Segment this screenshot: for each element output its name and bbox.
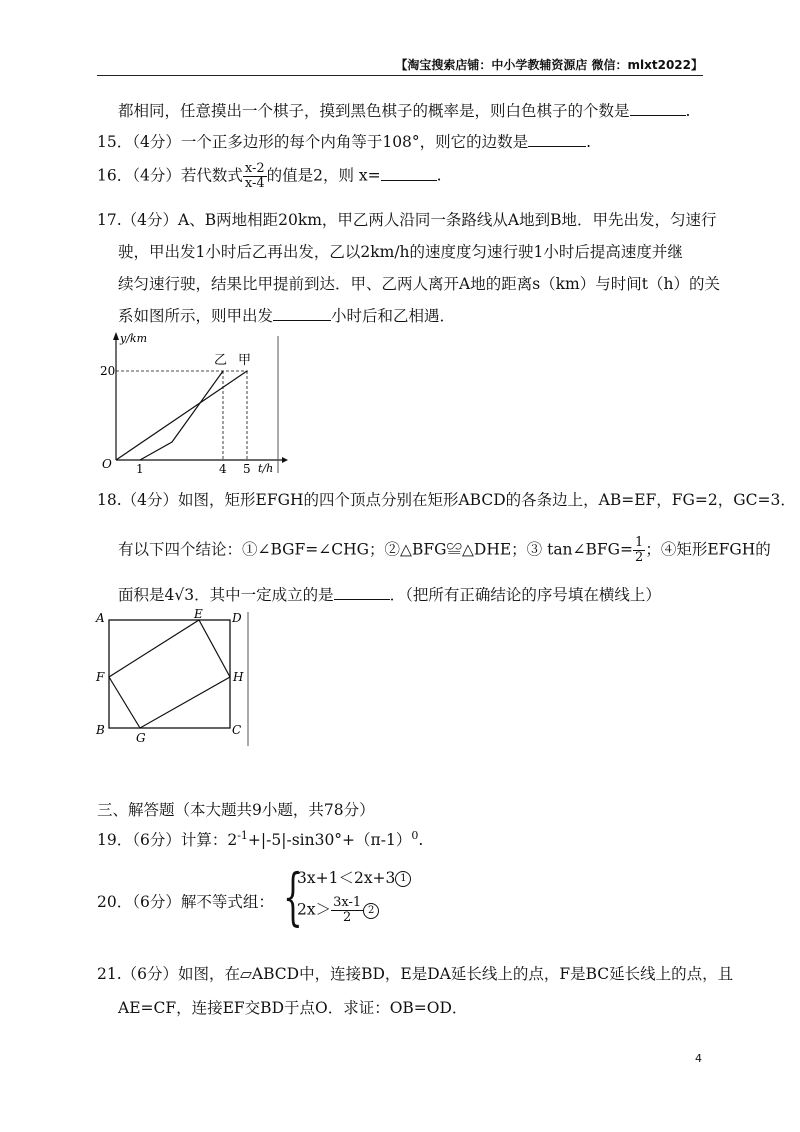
q17-line1: 17.（4分）A、B两地相距20km，甲乙两人沿同一条路线从A地到B地．甲先出发，匀速行 [97, 211, 717, 229]
q18-sqrt: √3 [174, 586, 195, 604]
label-yi: 乙 [214, 353, 228, 368]
x-axis-label: t/h [258, 462, 274, 475]
label-H: H [233, 670, 244, 684]
q14-tail [118, 99, 690, 121]
label-D: D [232, 611, 242, 625]
q18-line3c: ．（把所有正确结论的序号填在横线上） [389, 586, 661, 604]
q18-fraction [633, 536, 645, 565]
q18-line2b: ；④矩形EFGH的 [645, 540, 771, 559]
header-text: 【淘宝搜索店铺：中小学教辅资源店 微信：mlxt2022】 [395, 58, 703, 72]
y-axis-arrow [113, 332, 119, 340]
q19-b: +|-5|-sin30°+（π-1） [247, 831, 412, 849]
origin-label: O [102, 457, 112, 471]
q20-circle1: 1 [395, 871, 411, 887]
q14-text: 都相同，任意摸出一个棋子，摸到黑色棋子的概率是，则白色棋子的个数是 [118, 102, 630, 120]
q19-a: 19．（6分）计算：2 [97, 831, 238, 849]
q20: 20．（6分）解不等式组： [97, 893, 274, 911]
q16-blank [381, 166, 437, 181]
q15-text: 15．（4分）一个正多边形的每个内角等于108°，则它的边数是 [97, 133, 529, 151]
label-A: A [96, 611, 105, 625]
rect-efgh [109, 620, 230, 728]
q17-line2: 驶，甲出发1小时后乙再出发，乙以2km/h的速度度匀速行驶1小时后提高速度并继 [118, 243, 683, 261]
q16-post: 的值是2，则 x= [266, 166, 381, 185]
q14-period: . [685, 102, 691, 120]
x-axis-arrow [282, 457, 288, 463]
q20-circle2: 2 [363, 903, 379, 919]
label-G: G [136, 731, 146, 745]
y-axis-label: y/km [120, 332, 148, 345]
q18-line3a: 面积是4 [118, 586, 175, 604]
q18-num: 1 [635, 535, 644, 550]
q21-line1: 21.（6分）如图，在▱ABCD中，连接BD，E是DA延长线上的点，F是BC延长线上的点，且 [97, 965, 734, 983]
q21-line2: AE=CF，连接EF交BD于点O．求证：OB=OD． [118, 999, 468, 1017]
q18-line2 [118, 536, 771, 565]
q20-brace: { [283, 860, 303, 933]
q16-den: x-4 [244, 176, 265, 191]
q18-line3 [118, 583, 661, 605]
line-jia [116, 371, 247, 460]
q20-ineq2 [297, 896, 379, 925]
q16-period: . [436, 166, 442, 185]
q18-line1: 18.（4分）如图，矩形EFGH的四个顶点分别在矩形ABCD的各条边上，AB=EF，FG=2，GC=3． [97, 491, 796, 509]
q17-blank [273, 306, 331, 321]
x-tick-5: 5 [243, 462, 251, 476]
q18-blank [334, 585, 390, 600]
q15-period: . [586, 133, 592, 151]
q20-ineq1 [297, 866, 411, 888]
y-tick-20: 20 [100, 364, 116, 378]
q19-c: . [418, 831, 424, 849]
x-tick-4: 4 [219, 462, 227, 476]
q19 [97, 828, 423, 850]
q16 [97, 162, 442, 191]
x-tick-1: 1 [136, 462, 144, 476]
q20-ineq1-text: 3x+1＜2x+3 [297, 869, 396, 887]
q14-blank [630, 101, 686, 116]
q16-fraction [243, 162, 267, 191]
q18-line3b: ．其中一定成立的是 [194, 586, 334, 604]
label-jia: 甲 [238, 353, 252, 368]
q15 [97, 130, 591, 152]
q17-line4a: 系如图所示，则甲出发 [118, 307, 274, 325]
q18-figure [92, 608, 262, 748]
q17-line4b: 小时后和乙相遇． [331, 307, 456, 325]
q19-sup2: 0 [411, 828, 419, 842]
q20-fraction [331, 896, 363, 925]
q19-sup: -1 [237, 828, 248, 842]
header-rule [97, 75, 703, 76]
page-number: 4 [695, 1052, 702, 1065]
q20-ineq2-text: 2x＞ [297, 900, 332, 919]
label-E: E [194, 608, 203, 621]
q20-system [283, 860, 423, 936]
q17-line4 [118, 304, 455, 326]
q18-den: 2 [635, 550, 644, 565]
section-3-title: 三、解答题（本大题共9小题，共78分） [97, 801, 375, 819]
q17-graph [100, 328, 290, 478]
q20-den: 2 [342, 910, 352, 925]
q18-line2a: 有以下四个结论：①∠BGF=∠CHG；②△BFG≌△DHE；③ tan∠BFG= [118, 540, 634, 559]
q20-num: 3x-1 [333, 895, 362, 910]
q15-blank [528, 132, 586, 147]
q16-pre: 16．（4分）若代数式 [97, 166, 243, 185]
q17-line3: 续匀速行驶，结果比甲提前到达．甲、乙两人离开A地的距离s（km）与时间t（h）的关 [118, 275, 720, 293]
label-C: C [232, 723, 242, 737]
label-B: B [96, 723, 105, 737]
q16-num: x-2 [244, 161, 265, 176]
label-F: F [96, 670, 105, 684]
